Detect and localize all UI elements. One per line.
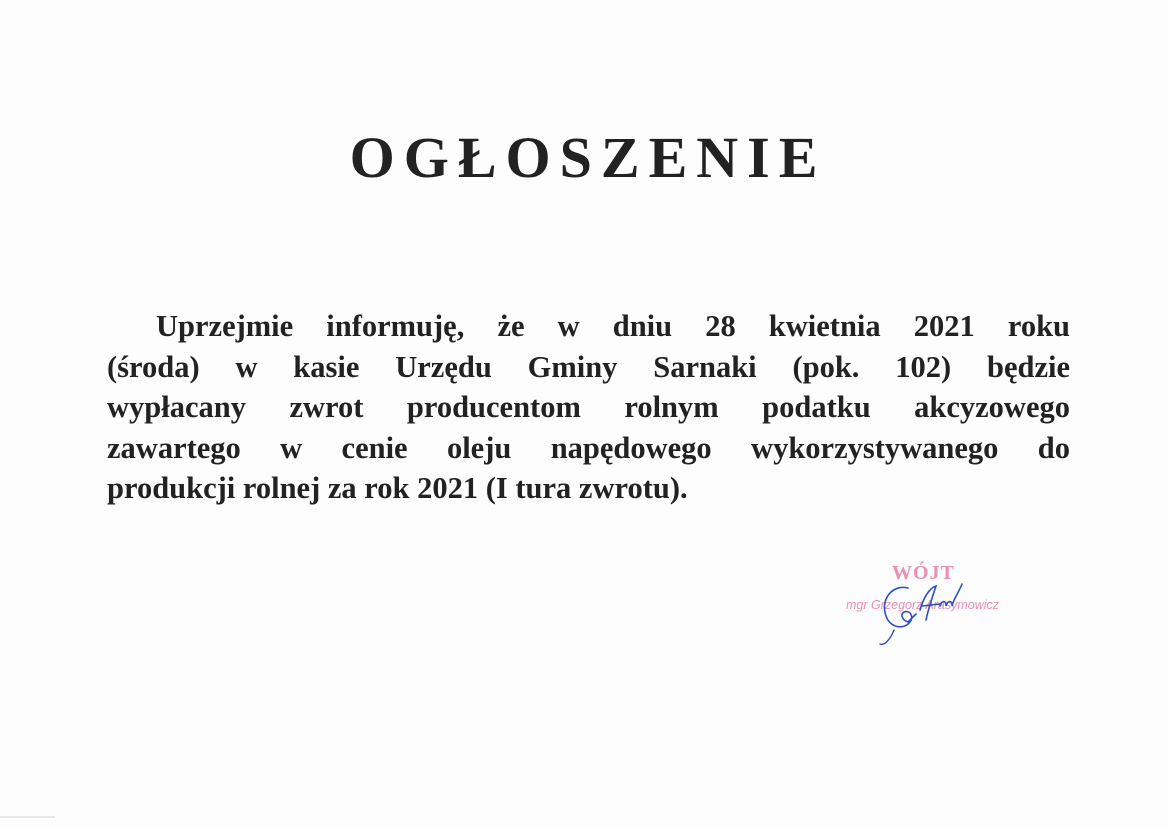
body-line-5: produkcji rolnej za rok 2021 (I tura zwrotu).: [107, 471, 688, 505]
stamp-name: mgr Grzegorz Arasymowicz: [846, 598, 1000, 612]
stamp-title: WÓJT: [892, 562, 955, 584]
body-line-2: (środa) w kasie Urzędu Gminy Sarnaki (pok. 102) będzie: [107, 349, 1070, 384]
scan-edge-mark: [0, 816, 55, 818]
announcement-body: [107, 306, 1070, 509]
signature-block: [840, 562, 1040, 652]
body-line-1: Uprzejmie informuję, że w dniu 28 kwietnia 2021 roku: [156, 309, 1070, 343]
handwritten-signature: [870, 570, 980, 650]
page-title: OGŁOSZENIE: [349, 125, 827, 190]
body-line-4: zawartego w cenie oleju napędowego wykorzystywanego do: [107, 430, 1070, 465]
body-line-3: wypłacany zwrot producentom rolnym podatku akcyzowego: [107, 390, 1070, 424]
